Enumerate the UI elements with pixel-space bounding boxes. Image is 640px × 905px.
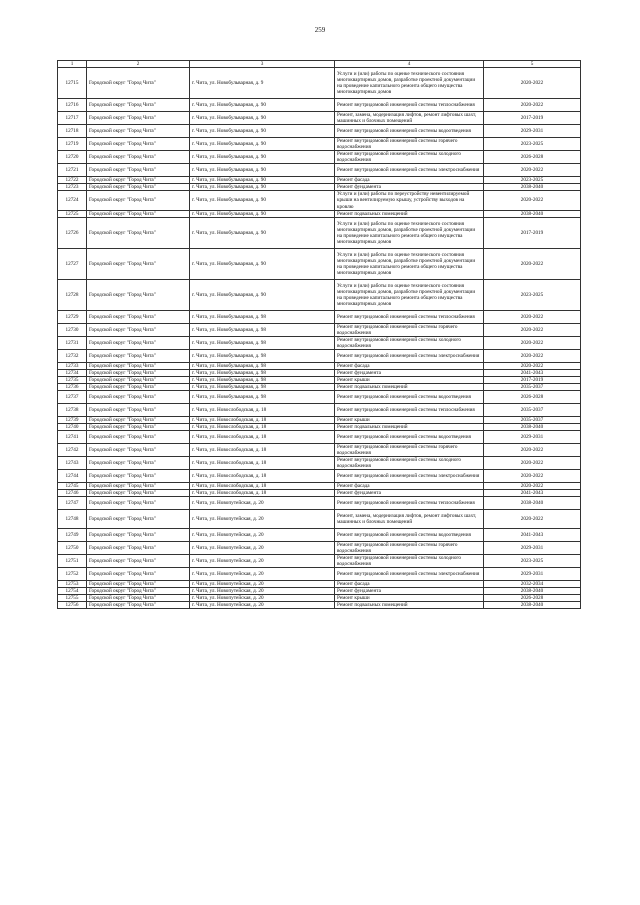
period-cell: 2020-2022 bbox=[484, 164, 581, 177]
table-row bbox=[58, 404, 581, 417]
work-type-cell: Ремонт, замена, модернизация лифтов, ремонт лифтовых шахт, машинных и блочных помещений bbox=[335, 111, 484, 124]
period-cell: 2017-2019 bbox=[484, 111, 581, 124]
address-cell: г. Чита, ул. Новобульварная, д. 90 bbox=[190, 248, 335, 279]
address-cell: г. Чита, ул. Новослободская, д. 18 bbox=[190, 431, 335, 444]
municipality-cell: Городской округ "Город Чита" bbox=[87, 217, 190, 248]
municipality-cell: Городской округ "Город Чита" bbox=[87, 541, 190, 554]
table-row bbox=[58, 210, 581, 217]
table-row bbox=[58, 151, 581, 164]
row-number-cell: 12740 bbox=[58, 424, 87, 431]
municipality-cell: Городской округ "Город Чита" bbox=[87, 528, 190, 541]
table-row bbox=[58, 279, 581, 310]
municipality-cell: Городской округ "Город Чита" bbox=[87, 384, 190, 391]
work-type-cell: Ремонт внутридомовой инженерной системы холодного водоснабжения bbox=[335, 151, 484, 164]
address-cell: г. Чита, ул. Новобульварная, д. 90 bbox=[190, 217, 335, 248]
address-cell: г. Чита, ул. Новопутейская, д. 20 bbox=[190, 528, 335, 541]
work-type-cell: Ремонт крыши bbox=[335, 595, 484, 602]
row-number-cell: 12723 bbox=[58, 184, 87, 191]
table-row bbox=[58, 554, 581, 567]
address-cell: г. Чита, ул. Новопутейская, д. 20 bbox=[190, 510, 335, 529]
table-row bbox=[58, 497, 581, 510]
period-cell: 2023-2025 bbox=[484, 554, 581, 567]
period-cell: 2038-2040 bbox=[484, 424, 581, 431]
work-type-cell: Ремонт внутридомовой инженерной системы горячего водоснабжения bbox=[335, 137, 484, 150]
column-header: 3 bbox=[190, 61, 335, 68]
row-number-cell: 12716 bbox=[58, 99, 87, 112]
work-type-cell: Ремонт фасада bbox=[335, 483, 484, 490]
row-number-cell: 12715 bbox=[58, 68, 87, 99]
row-number-cell: 12734 bbox=[58, 370, 87, 377]
table-row bbox=[58, 431, 581, 444]
work-type-cell: Ремонт фундамента bbox=[335, 588, 484, 595]
table-row bbox=[58, 323, 581, 336]
row-number-cell: 12719 bbox=[58, 137, 87, 150]
work-type-cell: Услуги и (или) работы по переустройству невентилируемой крыши на вентилируемую крышу, устройству выходов на кровлю bbox=[335, 191, 484, 210]
row-number-cell: 12755 bbox=[58, 595, 87, 602]
address-cell: г. Чита, ул. Новобульварная, д. 98 bbox=[190, 391, 335, 404]
row-number-cell: 12722 bbox=[58, 177, 87, 184]
municipality-cell: Городской округ "Город Чита" bbox=[87, 457, 190, 470]
municipality-cell: Городской округ "Город Чита" bbox=[87, 111, 190, 124]
period-cell: 2035-2037 bbox=[484, 384, 581, 391]
period-cell: 2020-2022 bbox=[484, 323, 581, 336]
table-row bbox=[58, 595, 581, 602]
address-cell: г. Чита, ул. Новобульварная, д. 9 bbox=[190, 68, 335, 99]
table-row bbox=[58, 588, 581, 595]
repair-schedule-table bbox=[57, 60, 581, 609]
row-number-cell: 12718 bbox=[58, 125, 87, 138]
address-cell: г. Чита, ул. Новослободская, д. 18 bbox=[190, 470, 335, 483]
municipality-cell: Городской округ "Город Чита" bbox=[87, 336, 190, 349]
period-cell: 2038-2040 bbox=[484, 210, 581, 217]
work-type-cell: Ремонт внутридомовой инженерной системы электроснабжения bbox=[335, 164, 484, 177]
period-cell: 2029-2031 bbox=[484, 431, 581, 444]
address-cell: г. Чита, ул. Новобульварная, д. 90 bbox=[190, 125, 335, 138]
municipality-cell: Городской округ "Город Чита" bbox=[87, 370, 190, 377]
address-cell: г. Чита, ул. Новобульварная, д. 98 bbox=[190, 377, 335, 384]
address-cell: г. Чита, ул. Новобульварная, д. 98 bbox=[190, 370, 335, 377]
municipality-cell: Городской округ "Город Чита" bbox=[87, 497, 190, 510]
work-type-cell: Ремонт фасада bbox=[335, 362, 484, 369]
row-number-cell: 12724 bbox=[58, 191, 87, 210]
address-cell: г. Чита, ул. Новопутейская, д. 20 bbox=[190, 595, 335, 602]
work-type-cell: Ремонт внутридомовой инженерной системы теплоснабжения bbox=[335, 99, 484, 112]
table-row bbox=[58, 602, 581, 609]
table-row bbox=[58, 528, 581, 541]
address-cell: г. Чита, ул. Новобульварная, д. 90 bbox=[190, 184, 335, 191]
table-row bbox=[58, 217, 581, 248]
address-cell: г. Чита, ул. Новослободская, д. 18 bbox=[190, 490, 335, 497]
period-cell: 2020-2022 bbox=[484, 350, 581, 363]
period-cell: 2020-2022 bbox=[484, 248, 581, 279]
address-cell: г. Чита, ул. Новопутейская, д. 20 bbox=[190, 580, 335, 587]
period-cell: 2026-2028 bbox=[484, 151, 581, 164]
row-number-cell: 12748 bbox=[58, 510, 87, 529]
address-cell: г. Чита, ул. Новопутейская, д. 20 bbox=[190, 554, 335, 567]
municipality-cell: Городской округ "Город Чита" bbox=[87, 377, 190, 384]
table-row bbox=[58, 125, 581, 138]
municipality-cell: Городской округ "Город Чита" bbox=[87, 510, 190, 529]
row-number-cell: 12736 bbox=[58, 384, 87, 391]
table-row bbox=[58, 483, 581, 490]
period-cell: 2029-2031 bbox=[484, 125, 581, 138]
row-number-cell: 12731 bbox=[58, 336, 87, 349]
column-header: 1 bbox=[58, 61, 87, 68]
period-cell: 2035-2037 bbox=[484, 404, 581, 417]
period-cell: 2029-2031 bbox=[484, 568, 581, 581]
row-number-cell: 12728 bbox=[58, 279, 87, 310]
table-row bbox=[58, 443, 581, 456]
municipality-cell: Городской округ "Город Чита" bbox=[87, 125, 190, 138]
municipality-cell: Городской округ "Город Чита" bbox=[87, 554, 190, 567]
address-cell: г. Чита, ул. Новослободская, д. 18 bbox=[190, 457, 335, 470]
row-number-cell: 12744 bbox=[58, 470, 87, 483]
municipality-cell: Городской округ "Город Чита" bbox=[87, 362, 190, 369]
work-type-cell: Услуги и (или) работы по оценке технического состояния многоквартирных домов, разработке проектной документации на проведение капитального ремонта общего имущества многоквартирных домов bbox=[335, 217, 484, 248]
work-type-cell: Ремонт фасада bbox=[335, 177, 484, 184]
work-type-cell: Ремонт подвальных помещений bbox=[335, 602, 484, 609]
row-number-cell: 12732 bbox=[58, 350, 87, 363]
municipality-cell: Городской округ "Город Чита" bbox=[87, 483, 190, 490]
row-number-cell: 12727 bbox=[58, 248, 87, 279]
row-number-cell: 12739 bbox=[58, 416, 87, 423]
table-row bbox=[58, 416, 581, 423]
row-number-cell: 12735 bbox=[58, 377, 87, 384]
municipality-cell: Городской округ "Город Чита" bbox=[87, 191, 190, 210]
work-type-cell: Ремонт внутридомовой инженерной системы водоотведения bbox=[335, 528, 484, 541]
work-type-cell: Ремонт внутридомовой инженерной системы электроснабжения bbox=[335, 470, 484, 483]
period-cell: 2026-2028 bbox=[484, 391, 581, 404]
table-body bbox=[58, 68, 581, 609]
row-number-cell: 12737 bbox=[58, 391, 87, 404]
work-type-cell: Ремонт внутридомовой инженерной системы горячего водоснабжения bbox=[335, 541, 484, 554]
page-number: 259 bbox=[314, 26, 326, 34]
table-row bbox=[58, 111, 581, 124]
address-cell: г. Чита, ул. Новослободская, д. 18 bbox=[190, 483, 335, 490]
address-cell: г. Чита, ул. Новобульварная, д. 98 bbox=[190, 336, 335, 349]
row-number-cell: 12751 bbox=[58, 554, 87, 567]
municipality-cell: Городской округ "Город Чита" bbox=[87, 68, 190, 99]
municipality-cell: Городской округ "Город Чита" bbox=[87, 184, 190, 191]
table-row bbox=[58, 377, 581, 384]
row-number-cell: 12753 bbox=[58, 580, 87, 587]
period-cell: 2020-2022 bbox=[484, 483, 581, 490]
address-cell: г. Чита, ул. Новослободская, д. 18 bbox=[190, 424, 335, 431]
address-cell: г. Чита, ул. Новобульварная, д. 90 bbox=[190, 99, 335, 112]
municipality-cell: Городской округ "Город Чита" bbox=[87, 568, 190, 581]
table-row bbox=[58, 510, 581, 529]
work-type-cell: Ремонт внутридомовой инженерной системы теплоснабжения bbox=[335, 497, 484, 510]
table-row bbox=[58, 370, 581, 377]
work-type-cell: Ремонт фундамента bbox=[335, 370, 484, 377]
row-number-cell: 12745 bbox=[58, 483, 87, 490]
row-number-cell: 12738 bbox=[58, 404, 87, 417]
address-cell: г. Чита, ул. Новобульварная, д. 98 bbox=[190, 350, 335, 363]
row-number-cell: 12743 bbox=[58, 457, 87, 470]
table-row bbox=[58, 470, 581, 483]
column-header: 5 bbox=[484, 61, 581, 68]
period-cell: 2020-2022 bbox=[484, 362, 581, 369]
work-type-cell: Ремонт фундамента bbox=[335, 184, 484, 191]
table-row bbox=[58, 137, 581, 150]
table-row bbox=[58, 457, 581, 470]
period-cell: 2020-2022 bbox=[484, 68, 581, 99]
period-cell: 2023-2025 bbox=[484, 177, 581, 184]
address-cell: г. Чита, ул. Новопутейская, д. 20 bbox=[190, 588, 335, 595]
period-cell: 2020-2022 bbox=[484, 443, 581, 456]
address-cell: г. Чита, ул. Новопутейская, д. 20 bbox=[190, 568, 335, 581]
period-cell: 2023-2025 bbox=[484, 279, 581, 310]
period-cell: 2023-2025 bbox=[484, 137, 581, 150]
row-number-cell: 12749 bbox=[58, 528, 87, 541]
municipality-cell: Городской округ "Город Чита" bbox=[87, 350, 190, 363]
period-cell: 2020-2022 bbox=[484, 470, 581, 483]
work-type-cell: Ремонт внутридомовой инженерной системы холодного водоснабжения bbox=[335, 336, 484, 349]
municipality-cell: Городской округ "Город Чита" bbox=[87, 248, 190, 279]
row-number-cell: 12730 bbox=[58, 323, 87, 336]
municipality-cell: Городской округ "Город Чита" bbox=[87, 151, 190, 164]
period-cell: 2020-2022 bbox=[484, 336, 581, 349]
municipality-cell: Городской округ "Город Чита" bbox=[87, 391, 190, 404]
period-cell: 2035-2037 bbox=[484, 416, 581, 423]
table-row bbox=[58, 99, 581, 112]
table-row bbox=[58, 177, 581, 184]
address-cell: г. Чита, ул. Новопутейская, д. 20 bbox=[190, 602, 335, 609]
address-cell: г. Чита, ул. Новобульварная, д. 98 bbox=[190, 384, 335, 391]
period-cell: 2020-2022 bbox=[484, 99, 581, 112]
municipality-cell: Городской округ "Город Чита" bbox=[87, 404, 190, 417]
period-cell: 2017-2019 bbox=[484, 217, 581, 248]
period-cell: 2038-2040 bbox=[484, 602, 581, 609]
table-row bbox=[58, 184, 581, 191]
municipality-cell: Городской округ "Город Чита" bbox=[87, 310, 190, 323]
period-cell: 2032-2034 bbox=[484, 580, 581, 587]
table-row bbox=[58, 490, 581, 497]
work-type-cell: Ремонт внутридомовой инженерной системы теплоснабжения bbox=[335, 404, 484, 417]
address-cell: г. Чита, ул. Новобульварная, д. 98 bbox=[190, 310, 335, 323]
municipality-cell: Городской округ "Город Чита" bbox=[87, 431, 190, 444]
row-number-cell: 12720 bbox=[58, 151, 87, 164]
row-number-cell: 12725 bbox=[58, 210, 87, 217]
table-row bbox=[58, 68, 581, 99]
table-row bbox=[58, 541, 581, 554]
table-row bbox=[58, 362, 581, 369]
table-row bbox=[58, 568, 581, 581]
municipality-cell: Городской округ "Город Чита" bbox=[87, 443, 190, 456]
work-type-cell: Услуги и (или) работы по оценке технического состояния многоквартирных домов, разработке проектной документации на проведение капитального ремонта общего имущества многоквартирных домов bbox=[335, 279, 484, 310]
address-cell: г. Чита, ул. Новобульварная, д. 90 bbox=[190, 111, 335, 124]
municipality-cell: Городской округ "Город Чита" bbox=[87, 323, 190, 336]
period-cell: 2017-2019 bbox=[484, 377, 581, 384]
address-cell: г. Чита, ул. Новобульварная, д. 90 bbox=[190, 191, 335, 210]
municipality-cell: Городской округ "Город Чита" bbox=[87, 595, 190, 602]
municipality-cell: Городской округ "Город Чита" bbox=[87, 99, 190, 112]
row-number-cell: 12754 bbox=[58, 588, 87, 595]
address-cell: г. Чита, ул. Новобульварная, д. 90 bbox=[190, 177, 335, 184]
municipality-cell: Городской округ "Город Чита" bbox=[87, 490, 190, 497]
work-type-cell: Ремонт внутридомовой инженерной системы холодного водоснабжения bbox=[335, 457, 484, 470]
work-type-cell: Ремонт внутридомовой инженерной системы водоотведения bbox=[335, 125, 484, 138]
municipality-cell: Городской округ "Город Чита" bbox=[87, 588, 190, 595]
work-type-cell: Ремонт подвальных помещений bbox=[335, 384, 484, 391]
column-header: 4 bbox=[335, 61, 484, 68]
address-cell: г. Чита, ул. Новопутейская, д. 20 bbox=[190, 541, 335, 554]
work-type-cell: Ремонт внутридомовой инженерной системы горячего водоснабжения bbox=[335, 323, 484, 336]
period-cell: 2020-2022 bbox=[484, 457, 581, 470]
row-number-cell: 12752 bbox=[58, 568, 87, 581]
table-row bbox=[58, 384, 581, 391]
row-number-cell: 12729 bbox=[58, 310, 87, 323]
work-type-cell: Услуги и (или) работы по оценке технического состояния многоквартирных домов, разработке проектной документации на проведение капитального ремонта общего имущества многоквартирных домов bbox=[335, 248, 484, 279]
municipality-cell: Городской округ "Город Чита" bbox=[87, 177, 190, 184]
period-cell: 2038-2040 bbox=[484, 497, 581, 510]
address-cell: г. Чита, ул. Новослободская, д. 18 bbox=[190, 443, 335, 456]
table-row bbox=[58, 424, 581, 431]
address-cell: г. Чита, ул. Новобульварная, д. 90 bbox=[190, 164, 335, 177]
address-cell: г. Чита, ул. Новопутейская, д. 20 bbox=[190, 497, 335, 510]
table-row bbox=[58, 336, 581, 349]
table-header-row bbox=[58, 61, 581, 68]
row-number-cell: 12717 bbox=[58, 111, 87, 124]
table-row bbox=[58, 391, 581, 404]
address-cell: г. Чита, ул. Новобульварная, д. 90 bbox=[190, 279, 335, 310]
municipality-cell: Городской округ "Город Чита" bbox=[87, 279, 190, 310]
row-number-cell: 12726 bbox=[58, 217, 87, 248]
work-type-cell: Ремонт крыши bbox=[335, 377, 484, 384]
work-type-cell: Ремонт внутридомовой инженерной системы электроснабжения bbox=[335, 350, 484, 363]
table-row bbox=[58, 248, 581, 279]
municipality-cell: Городской округ "Город Чита" bbox=[87, 164, 190, 177]
row-number-cell: 12750 bbox=[58, 541, 87, 554]
work-type-cell: Ремонт внутридомовой инженерной системы теплоснабжения bbox=[335, 310, 484, 323]
address-cell: г. Чита, ул. Новобульварная, д. 98 bbox=[190, 362, 335, 369]
period-cell: 2041-2043 bbox=[484, 490, 581, 497]
table-row bbox=[58, 164, 581, 177]
work-type-cell: Ремонт внутридомовой инженерной системы электроснабжения bbox=[335, 568, 484, 581]
work-type-cell: Ремонт внутридомовой инженерной системы горячего водоснабжения bbox=[335, 443, 484, 456]
row-number-cell: 12741 bbox=[58, 431, 87, 444]
table-row bbox=[58, 310, 581, 323]
work-type-cell: Ремонт крыши bbox=[335, 416, 484, 423]
row-number-cell: 12756 bbox=[58, 602, 87, 609]
period-cell: 2041-2043 bbox=[484, 370, 581, 377]
row-number-cell: 12747 bbox=[58, 497, 87, 510]
table-row bbox=[58, 580, 581, 587]
work-type-cell: Услуги и (или) работы по оценке технического состояния многоквартирных домов, разработке проектной документации на проведение капитального ремонта общего имущества многоквартирных домов bbox=[335, 68, 484, 99]
address-cell: г. Чита, ул. Новобульварная, д. 90 bbox=[190, 151, 335, 164]
period-cell: 2038-2040 bbox=[484, 588, 581, 595]
work-type-cell: Ремонт фундамента bbox=[335, 490, 484, 497]
row-number-cell: 12746 bbox=[58, 490, 87, 497]
column-header: 2 bbox=[87, 61, 190, 68]
municipality-cell: Городской округ "Город Чита" bbox=[87, 416, 190, 423]
period-cell: 2029-2031 bbox=[484, 541, 581, 554]
period-cell: 2041-2043 bbox=[484, 528, 581, 541]
period-cell: 2026-2028 bbox=[484, 595, 581, 602]
period-cell: 2038-2040 bbox=[484, 184, 581, 191]
municipality-cell: Городской округ "Город Чита" bbox=[87, 470, 190, 483]
work-type-cell: Ремонт подвальных помещений bbox=[335, 424, 484, 431]
address-cell: г. Чита, ул. Новослободская, д. 18 bbox=[190, 404, 335, 417]
municipality-cell: Городской округ "Город Чита" bbox=[87, 602, 190, 609]
work-type-cell: Ремонт подвальных помещений bbox=[335, 210, 484, 217]
work-type-cell: Ремонт внутридомовой инженерной системы холодного водоснабжения bbox=[335, 554, 484, 567]
row-number-cell: 12733 bbox=[58, 362, 87, 369]
period-cell: 2020-2022 bbox=[484, 510, 581, 529]
table-row bbox=[58, 191, 581, 210]
municipality-cell: Городской округ "Город Чита" bbox=[87, 424, 190, 431]
work-type-cell: Ремонт внутридомовой инженерной системы водоотведения bbox=[335, 391, 484, 404]
work-type-cell: Ремонт фасада bbox=[335, 580, 484, 587]
period-cell: 2020-2022 bbox=[484, 191, 581, 210]
work-type-cell: Ремонт, замена, модернизация лифтов, ремонт лифтовых шахт, машинных и блочных помещений bbox=[335, 510, 484, 529]
row-number-cell: 12721 bbox=[58, 164, 87, 177]
table-row bbox=[58, 350, 581, 363]
address-cell: г. Чита, ул. Новобульварная, д. 98 bbox=[190, 323, 335, 336]
address-cell: г. Чита, ул. Новослободская, д. 18 bbox=[190, 416, 335, 423]
municipality-cell: Городской округ "Город Чита" bbox=[87, 210, 190, 217]
row-number-cell: 12742 bbox=[58, 443, 87, 456]
period-cell: 2020-2022 bbox=[484, 310, 581, 323]
municipality-cell: Городской округ "Город Чита" bbox=[87, 580, 190, 587]
address-cell: г. Чита, ул. Новобульварная, д. 90 bbox=[190, 137, 335, 150]
address-cell: г. Чита, ул. Новобульварная, д. 90 bbox=[190, 210, 335, 217]
municipality-cell: Городской округ "Город Чита" bbox=[87, 137, 190, 150]
work-type-cell: Ремонт внутридомовой инженерной системы водоотведения bbox=[335, 431, 484, 444]
